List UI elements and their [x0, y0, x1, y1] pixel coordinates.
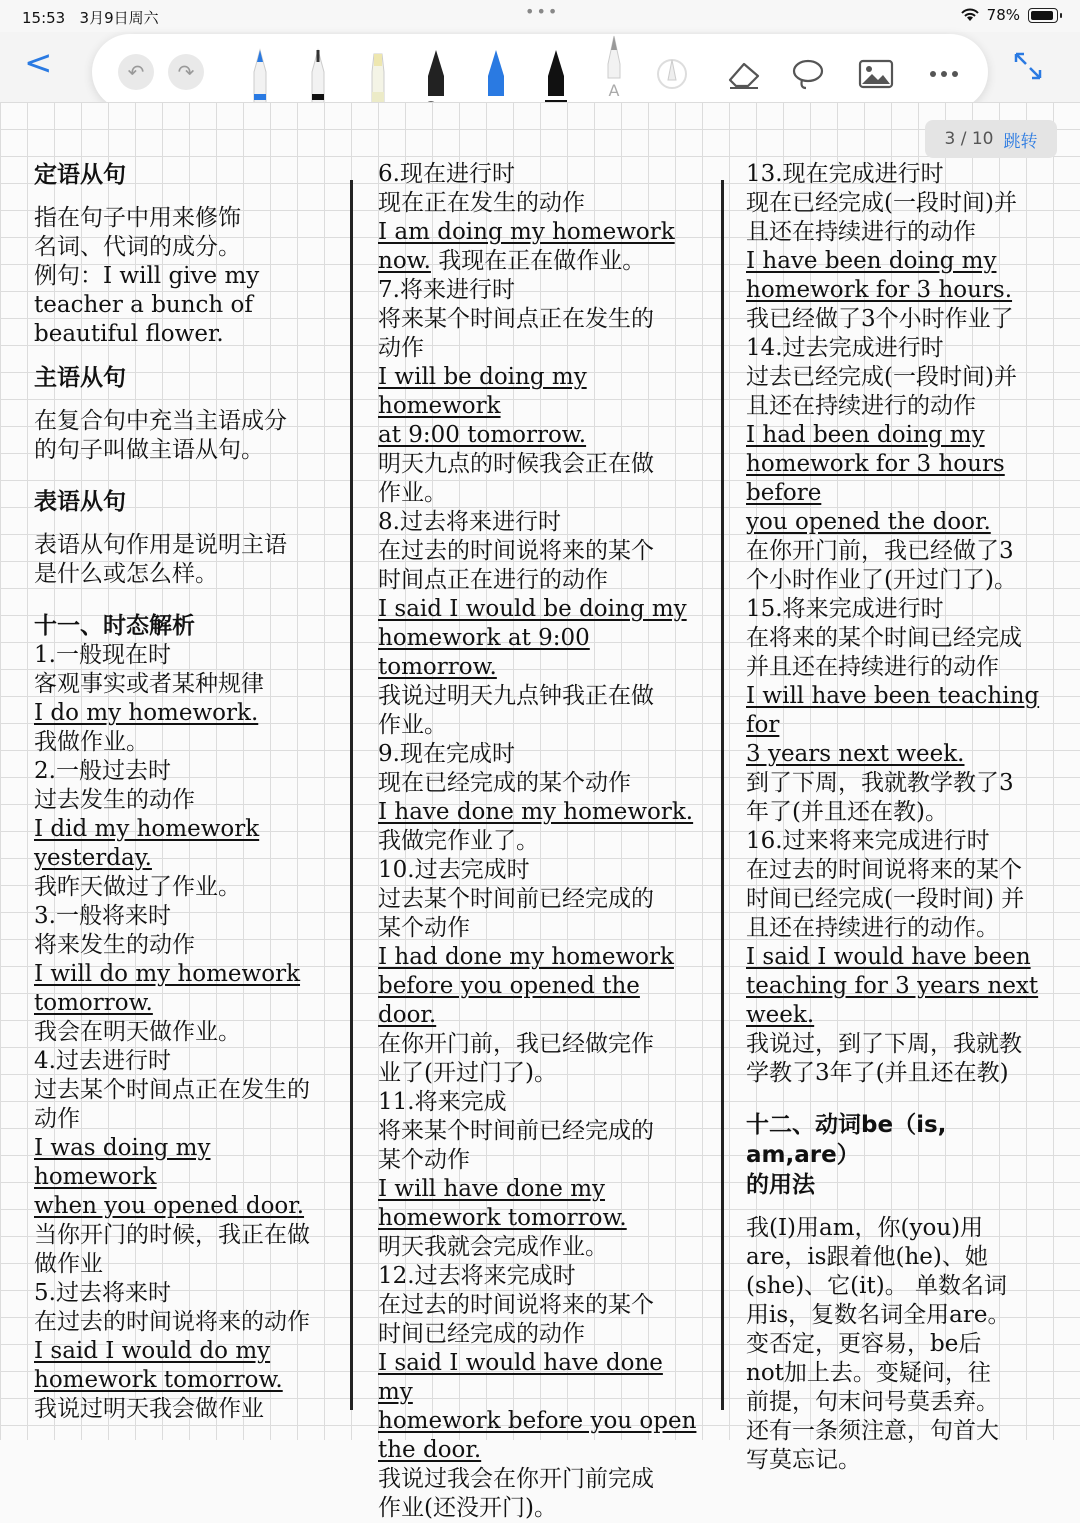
image-icon[interactable] — [856, 54, 896, 94]
text-line: 动作 — [34, 1106, 80, 1132]
expand-icon[interactable] — [1012, 50, 1044, 82]
text-line: 客观事实或者某种规律 — [34, 671, 264, 697]
text-line: 4.过去进行时 — [34, 1048, 171, 1074]
text-line: 某个动作 — [378, 915, 470, 941]
example-line: I said I would do my — [34, 1338, 271, 1364]
text-line: 且还在持续进行的动作 — [746, 393, 976, 419]
text-line: 明天我就会完成作业。 — [378, 1234, 608, 1260]
example-line: homework for 3 hours. — [746, 277, 1013, 303]
text-line: 时间已经完成的动作 — [378, 1321, 585, 1347]
text-line: 过去某个时间点正在发生的 — [34, 1077, 310, 1103]
text-line: 变否定，更容易，be后 — [746, 1331, 982, 1357]
example-line: I said I would be doing my — [378, 596, 687, 622]
example-line: teaching for 3 years next — [746, 973, 1039, 999]
highlighter-icon[interactable] — [364, 46, 392, 106]
text-line: 现在正在发生的动作 — [378, 190, 585, 216]
text-line: not加上去。变疑问，往 — [746, 1360, 991, 1386]
text-line: 个小时作业了(开过门了)。 — [746, 567, 1017, 593]
text-line: 表语从句作用是说明主语 — [34, 532, 287, 558]
example-line: I had been doing my — [746, 422, 985, 448]
example-line: homework for 3 hours before — [746, 451, 1005, 506]
example-line: homework before you open — [378, 1408, 697, 1434]
text-line: 业了(开过门了)。 — [378, 1060, 557, 1086]
status-right — [961, 6, 1058, 24]
example-line: homework tomorrow. — [378, 1205, 627, 1231]
notes-column-3 — [746, 160, 1056, 1475]
text-tool-icon[interactable] — [600, 34, 628, 102]
fountain-pen-icon[interactable] — [422, 46, 450, 110]
text-line: 我做完作业了。 — [378, 828, 539, 854]
battery-icon — [1028, 8, 1058, 23]
example-line: the door. — [378, 1437, 482, 1463]
lasso-icon[interactable] — [788, 54, 828, 94]
text-line: 的句子叫做主语从句。 — [34, 437, 264, 463]
text-line: 作业(还没开门)。 — [378, 1495, 557, 1521]
text-line — [378, 247, 700, 276]
wifi-icon — [961, 8, 979, 22]
text-line: 在你开门前，我已经做了3 — [746, 538, 1014, 564]
text-line: 10.过去完成时 — [378, 857, 530, 883]
text-line: 在过去的时间说将来的某个 — [378, 538, 654, 564]
text-line: 16.过来将来完成进行时 — [746, 828, 990, 854]
page-indicator — [925, 120, 1057, 158]
notes-column-1 — [34, 160, 340, 1424]
thick-pen-icon[interactable] — [542, 46, 570, 110]
text-line: 我会在明天做作业。 — [34, 1019, 241, 1045]
more-icon[interactable] — [924, 54, 964, 94]
text-line: 5.过去将来时 — [34, 1280, 171, 1306]
dashed-pen-icon[interactable] — [482, 46, 510, 110]
text-line: 当你开门的时候，我正在做 — [34, 1222, 310, 1248]
heading-verb-be-cont: 的用法 — [746, 1172, 815, 1198]
text-line: 14.过去完成进行时 — [746, 335, 944, 361]
text-line: 1.一般现在时 — [34, 642, 171, 668]
text-line: 学教了3年了(并且还在教) — [746, 1060, 1009, 1086]
text-line: 在将来的某个时间已经完成 — [746, 625, 1022, 651]
multitasking-dots-icon[interactable]: ••• — [525, 2, 560, 21]
text-line: 到了下周，我就教学教了3 — [746, 770, 1014, 796]
text-line: 2.一般过去时 — [34, 758, 171, 784]
text-line: 7.将来进行时 — [378, 277, 515, 303]
text-line: 年了(并且还在教)。 — [746, 799, 948, 825]
column-divider — [350, 180, 353, 1410]
translation-fragment: 我现在正在做作业。 — [430, 248, 646, 274]
text-line: 在过去的时间说将来的某个 — [746, 857, 1022, 883]
text-line: 在你开门前，我已经做完作 — [378, 1031, 654, 1057]
text-line: 在复合句中充当主语成分 — [34, 408, 287, 434]
text-line: 3.一般将来时 — [34, 903, 171, 929]
example-line: week. — [746, 1002, 815, 1028]
text-line: 例句：I will give my — [34, 263, 260, 289]
text-line: 在过去的时间说将来的某个 — [378, 1292, 654, 1318]
example-line: homework at 9:00 tomorrow. — [378, 625, 590, 680]
example-line: I will do my homework — [34, 961, 301, 987]
drawing-toolbar — [92, 34, 988, 110]
text-line: 9.现在完成时 — [378, 741, 515, 767]
svg-text:A: A — [608, 81, 620, 100]
text-line: 将来某个时间前已经完成的 — [378, 1118, 654, 1144]
column-divider — [721, 180, 724, 1410]
example-line: tomorrow. — [34, 990, 153, 1016]
text-line: (she)、它(it)。 单数名词 — [746, 1273, 1008, 1299]
example-line: you opened the door. — [746, 509, 991, 535]
example-line: at 9:00 tomorrow. — [378, 422, 587, 448]
text-line: 过去某个时间前已经完成的 — [378, 886, 654, 912]
text-line: 将来发生的动作 — [34, 932, 195, 958]
eraser-icon[interactable] — [724, 54, 764, 94]
heading-attributive-clause: 定语从句 — [34, 162, 126, 188]
text-line: 作业。 — [378, 712, 447, 738]
example-line: I have been doing my — [746, 248, 997, 274]
text-line: 是什么或怎么样。 — [34, 561, 218, 587]
example-line: I had done my homework — [378, 944, 674, 970]
text-line: 13.现在完成进行时 — [746, 161, 944, 187]
text-line: 明天九点的时候我会正在做 — [378, 451, 654, 477]
text-line: 6.现在进行时 — [378, 161, 515, 187]
text-line: 在过去的时间说将来的动作 — [34, 1309, 310, 1335]
heading-predicative-clause: 表语从句 — [34, 489, 126, 515]
text-line: beautiful flower. — [34, 321, 224, 347]
text-line: 且还在持续进行的动作。 — [746, 915, 999, 941]
text-line: 作业。 — [378, 480, 447, 506]
heading-tense-analysis: 十一、时态解析 — [34, 613, 195, 639]
text-line: 8.过去将来进行时 — [378, 509, 561, 535]
text-line: 做作业 — [34, 1251, 103, 1277]
example-line: I do my homework. — [34, 700, 259, 726]
example-line: I will be doing my homework — [378, 364, 587, 419]
text-line: 时间点正在进行的动作 — [378, 567, 608, 593]
example-line: homework tomorrow. — [34, 1367, 283, 1393]
text-line: 前提，句末问号莫丢弃。 — [746, 1389, 999, 1415]
example-line: I am doing my homework — [378, 219, 675, 245]
example-line: I have done my homework. — [378, 799, 694, 825]
text-line: 现在已经完成(一段时间)并 — [746, 190, 1017, 216]
text-line: 我已经做了3个小时作业了 — [746, 306, 1014, 332]
status-bar — [0, 0, 1080, 32]
example-line: before you opened the door. — [378, 973, 640, 1028]
text-line: 并且还在持续进行的动作 — [746, 654, 999, 680]
text-line: 过去已经完成(一段时间)并 — [746, 364, 1017, 390]
text-line: 过去发生的动作 — [34, 787, 195, 813]
text-line: 我说过，到了下周，我就教 — [746, 1031, 1022, 1057]
example-line: yesterday. — [34, 845, 152, 871]
text-line: 指在句子中用来修饰 — [34, 205, 241, 231]
undo-button[interactable]: ↶ — [118, 54, 154, 90]
text-line: 12.过去将来完成时 — [378, 1263, 576, 1289]
notes-column-2 — [378, 160, 700, 1523]
page-number: 3 / 10 — [944, 129, 994, 149]
laser-pointer-icon[interactable] — [652, 54, 692, 94]
text-line: 我(I)用am，你(you)用 — [746, 1215, 984, 1241]
text-line: 我说过明天九点钟我正在做 — [378, 683, 654, 709]
text-line: 用is，复数名词全用are。 — [746, 1302, 1011, 1328]
fineliner-pen-icon[interactable] — [304, 46, 332, 106]
example-line: I said I would have done my — [378, 1350, 663, 1405]
text-line: 15.将来完成进行时 — [746, 596, 944, 622]
text-line: 写莫忘记。 — [746, 1447, 861, 1473]
text-line: 我昨天做过了作业。 — [34, 874, 241, 900]
text-line: 动作 — [378, 335, 424, 361]
example-line: I will have been teaching for — [746, 683, 1040, 738]
example-line: 3 years next week. — [746, 741, 965, 767]
text-line: 将来某个时间点正在发生的 — [378, 306, 654, 332]
example-fragment: now. — [378, 248, 431, 274]
text-line: 我做作业。 — [34, 729, 149, 755]
back-chevron-icon[interactable]: < — [24, 43, 53, 83]
text-line: 11.将来完成 — [378, 1089, 507, 1115]
text-line: 现在已经完成的某个动作 — [378, 770, 631, 796]
ballpoint-pen-icon[interactable] — [246, 46, 274, 106]
jump-button[interactable]: 跳转 — [1003, 131, 1038, 152]
text-line: 且还在持续进行的动作 — [746, 219, 976, 245]
text-line: 某个动作 — [378, 1147, 470, 1173]
redo-button[interactable]: ↷ — [168, 54, 204, 90]
text-line: 时间已经完成(一段时间) 并 — [746, 886, 1025, 912]
text-line: 我说过我会在你开门前完成 — [378, 1466, 654, 1492]
heading-subject-clause: 主语从句 — [34, 365, 126, 391]
example-line: I said I would have been — [746, 944, 1031, 970]
status-time: 15:53 3月9日周六 — [22, 9, 159, 27]
example-line: I will have done my — [378, 1176, 606, 1202]
battery-percent: 78% — [986, 6, 1020, 24]
example-line: I was doing my homework — [34, 1135, 211, 1190]
text-line: are，is跟着他(he)、她 — [746, 1244, 988, 1270]
example-line: I did my homework — [34, 816, 260, 842]
text-line: 我说过明天我会做作业 — [34, 1396, 264, 1422]
text-line: 名词、代词的成分。 — [34, 234, 241, 260]
example-line: when you opened door. — [34, 1193, 305, 1219]
heading-verb-be: 十二、动词be（is, am,are） — [746, 1112, 947, 1168]
text-line: teacher a bunch of — [34, 292, 253, 318]
text-line: 还有一条须注意，句首大 — [746, 1418, 999, 1444]
